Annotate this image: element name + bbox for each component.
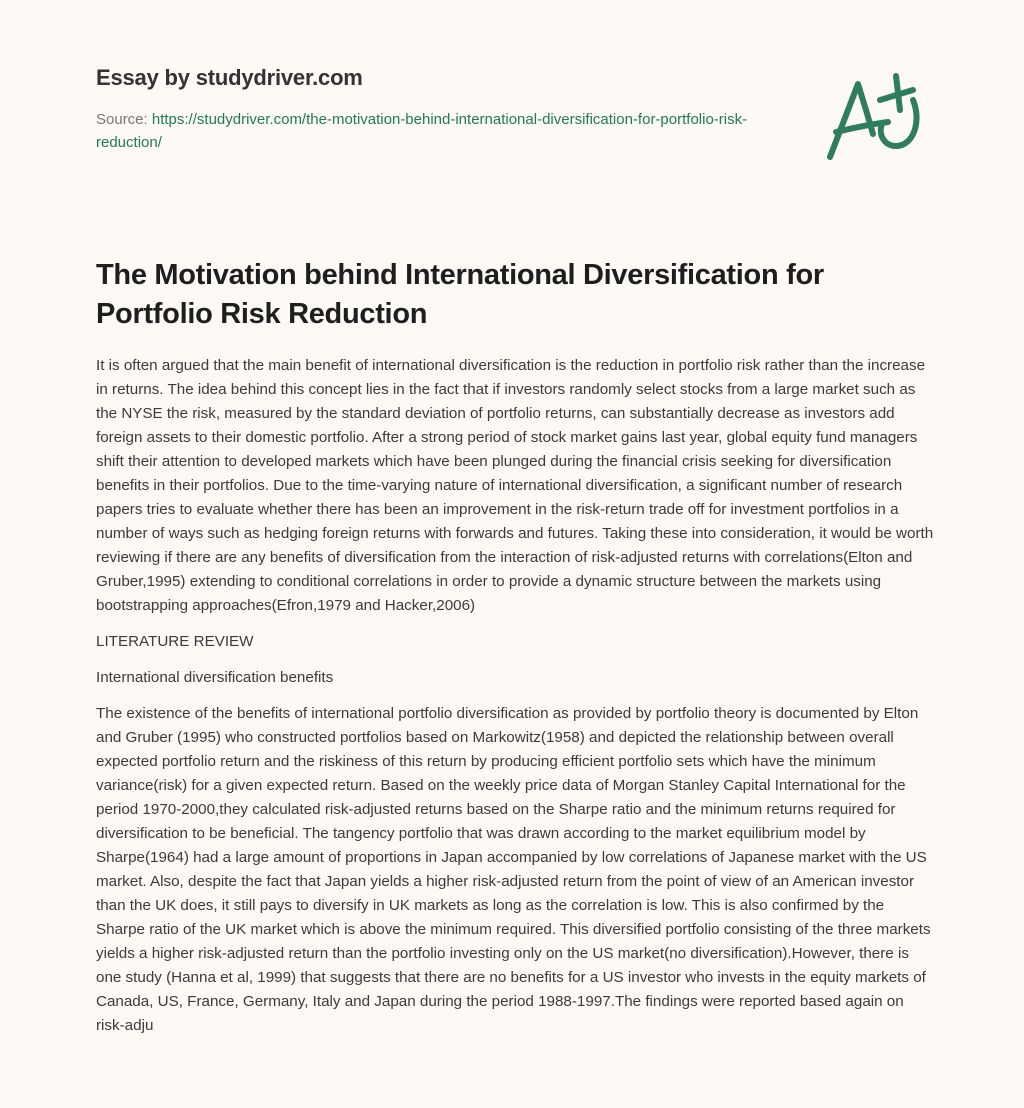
a-plus-grade-icon xyxy=(818,62,938,172)
body-paragraph: The existence of the benefits of international portfolio diversification as provided by portfolio theory is documented by Elton and Gruber (1995) who constructed portfolios based on Markowitz(1958) and depicted the relationship between overall expected portfolio return and the riskiness of this return by producing efficient portfolio sets which have the minimum variance(risk) for a given expected return. Based on the weekly price data of Morgan Stanley Capital International for the period 1970-2000,they calculated risk-adjusted returns based on the Sharpe ratio and the minimum returns required for diversification to be beneficial. The tangency portfolio that was drawn according to the market equilibrium model by Sharpe(1964) had a large amount of proportions in Japan accompanied by low correlations of Japanese market with the US market. Also, despite the fact that Japan yields a higher risk-adjusted return from the point of view of an American investor than the UK does, it still pays to diversify in UK markets as long as the correlation is low. This is also confirmed by the Sharpe ratio of the UK market which is above the minimum required. This diversified portfolio consisting of the three markets yields a higher risk-adjusted return than the portfolio investing only on the US market(no diversification).However, there is one study (Hanna et al, 1999) that suggests that there are no benefits for a US investor who invests in the equity markets of Canada, US, France, Germany, Italy and Japan during the period 1988-1997.The findings were reported based again on risk-adju xyxy=(96,705,931,1034)
intro-paragraph: It is often argued that the main benefit of international diversification is the reduction in portfolio risk rather than the increase in returns. The idea behind this concept lies in the fact that if investors randomly select stocks from a large market such as the NYSE the risk, measured by the standard deviation of portfolio returns, can substantially decrease as investors add foreign assets to their domestic portfolio. After a strong period of stock market gains last year, global equity fund managers shift their attention to developed markets which have been plunged during the financial crisis seeking for diversification benefits in their portfolios. Due to the time-varying nature of international diversification, a significant number of research papers tries to evaluate whether there has been an improvement in the risk-return trade off for investment portfolios in a number of ways such as hedging foreign returns with forwards and futures. Taking these into consideration, it would be worth reviewing if there are any benefits of diversification from the interaction of risk-adjusted returns with correlations(Elton and Gruber,1995) extending to conditional correlations in order to provide a dynamic structure between the markets using bootstrapping approaches(Efron,1979 and Hacker,2006) xyxy=(96,357,934,614)
article-title: The Motivation behind International Diversification for Portfolio Risk Reduction xyxy=(96,259,824,330)
source-label: Source: xyxy=(96,111,152,128)
article-body xyxy=(96,354,934,1050)
subsection-heading: International diversification benefits xyxy=(96,669,334,686)
page-header xyxy=(96,62,796,154)
site-brand: Essay by studydriver.com xyxy=(96,65,363,90)
source-link[interactable]: https://studydriver.com/the-motivation-behind-international-diversification-for-portfolio-risk-reduction/ xyxy=(96,111,748,151)
section-heading-literature-review: LITERATURE REVIEW xyxy=(96,633,254,650)
source-line xyxy=(96,108,796,154)
